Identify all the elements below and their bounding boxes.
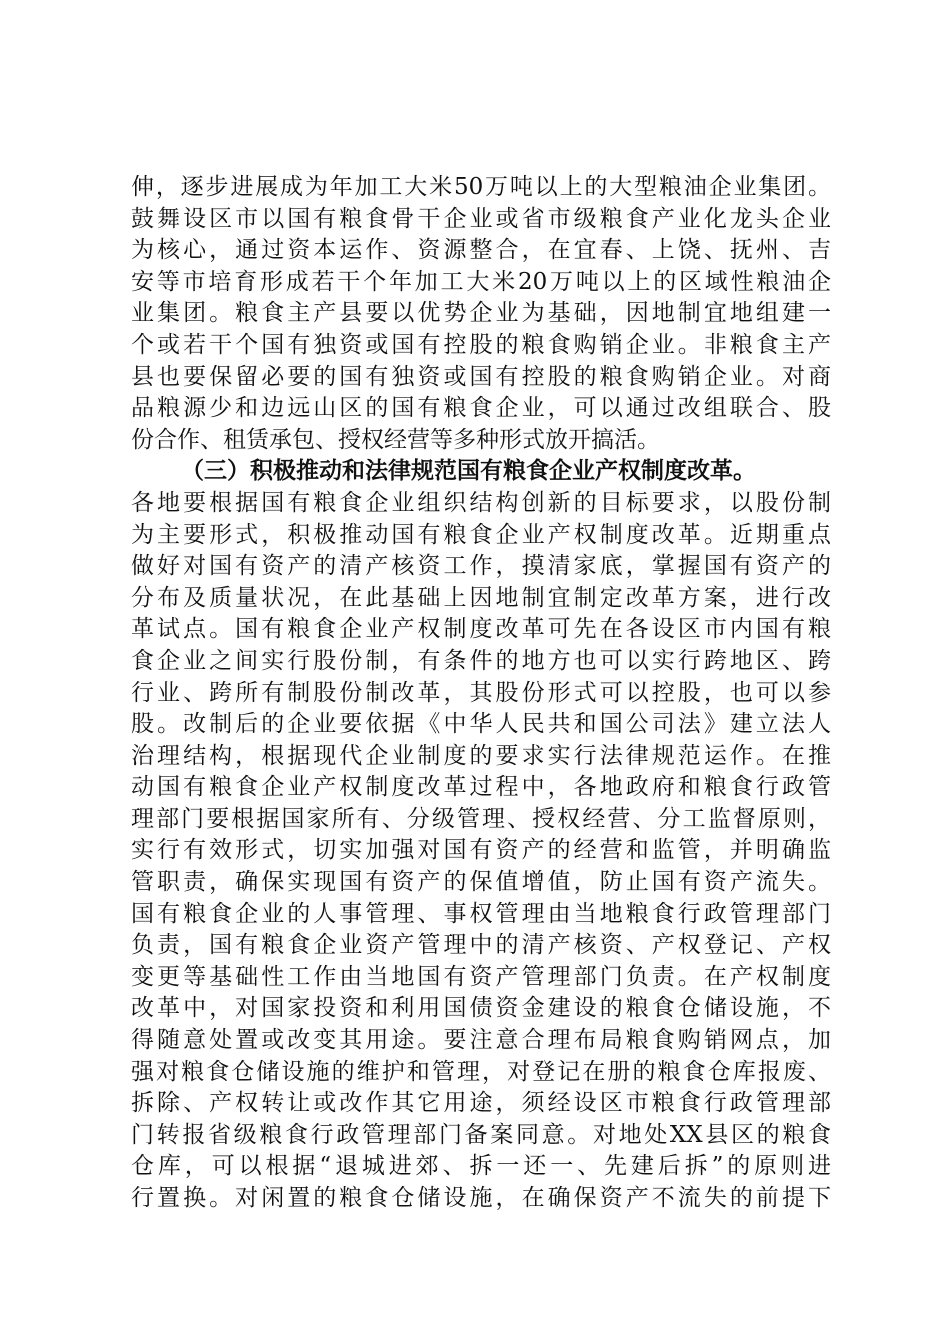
- text-line: 股。改制后的企业要依据《中华人民共和国公司法》建立法人: [131, 711, 831, 738]
- text-line: 品粮源少和边远山区的国有粮食企业，可以通过改组联合、股: [131, 395, 831, 422]
- text-line: 份合作、租赁承包、授权经营等多种形式放开搞活。: [131, 426, 660, 453]
- text-line: 管职责，确保实现国有资产的保值增值，防止国有资产流失。: [131, 869, 831, 896]
- text-line: 动国有粮食企业产权制度改革过程中，各地政府和粮食行政管: [131, 774, 831, 801]
- text-line: 仓库，可以根据“退城进郊、拆一还一、先建后拆”的原则进: [131, 1153, 831, 1180]
- text-line: 变更等基础性工作由当地国有资产管理部门负责。在产权制度: [131, 963, 831, 990]
- text-line: 得随意处置或改变其用途。要注意合理布局粮食购销网点，加: [131, 1027, 831, 1054]
- body-text: [131, 172, 831, 1215]
- text-line: 个或若干个国有独资或国有控股的粮食购销企业。非粮食主产: [131, 331, 831, 358]
- text-line: 伸，逐步进展成为年加工大米50万吨以上的大型粮油企业集团。: [131, 174, 831, 200]
- text-line: 安等市培育形成若干个年加工大米20万吨以上的区域性粮油企: [131, 268, 831, 295]
- section-heading: （三）积极推动和法律规范国有粮食企业产权制度改革。: [181, 458, 756, 485]
- text-line: 理部门要根据国家所有、分级管理、授权经营、分工监督原则，: [131, 805, 831, 832]
- text-line: 县也要保留必要的国有独资或国有控股的粮食购销企业。对商: [131, 363, 831, 390]
- text-line: 负责，国有粮食企业资产管理中的清产核资、产权登记、产权: [131, 932, 831, 959]
- text-line: 为主要形式，积极推动国有粮食企业产权制度改革。近期重点: [131, 521, 831, 548]
- text-line: 门转报省级粮食行政管理部门备案同意。对地处XX县区的粮食: [131, 1121, 831, 1148]
- text-line: 强对粮食仓储设施的维护和管理，对登记在册的粮食仓库报废、: [131, 1058, 831, 1085]
- text-line: 行置换。对闲置的粮食仓储设施，在确保资产不流失的前提下: [131, 1185, 831, 1211]
- text-line: 治理结构，根据现代企业制度的要求实行法律规范运作。在推: [131, 742, 831, 769]
- text-line: 国有粮食企业的人事管理、事权管理由当地粮食行政管理部门: [131, 900, 831, 927]
- text-line: 行业、跨所有制股份制改革，其股份形式可以控股，也可以参: [131, 679, 831, 706]
- text-line: 各地要根据国有粮食企业组织结构创新的目标要求，以股份制: [131, 489, 831, 516]
- text-line: 为核心，通过资本运作、资源整合，在宜春、上饶、抚州、吉: [131, 237, 831, 264]
- text-line: 实行有效形式，切实加强对国有资产的经营和监管，并明确监: [131, 837, 831, 864]
- text-line: 拆除、产权转让或改作其它用途，须经设区市粮食行政管理部: [131, 1090, 831, 1117]
- text-line: 做好对国有资产的清产核资工作，摸清家底，掌握国有资产的: [131, 553, 831, 580]
- text-line: 改革中，对国家投资和利用国债资金建设的粮食仓储设施，不: [131, 995, 831, 1022]
- text-line: 业集团。粮食主产县要以优势企业为基础，因地制宜地组建一: [131, 300, 831, 327]
- text-line: 鼓舞设区市以国有粮食骨干企业或省市级粮食产业化龙头企业: [131, 205, 831, 232]
- text-line: 分布及质量状况，在此基础上因地制宜制定改革方案，进行改: [131, 584, 831, 611]
- text-line: 革试点。国有粮食企业产权制度改革可先在各设区市内国有粮: [131, 616, 831, 643]
- text-line: 食企业之间实行股份制，有条件的地方也可以实行跨地区、跨: [131, 647, 831, 674]
